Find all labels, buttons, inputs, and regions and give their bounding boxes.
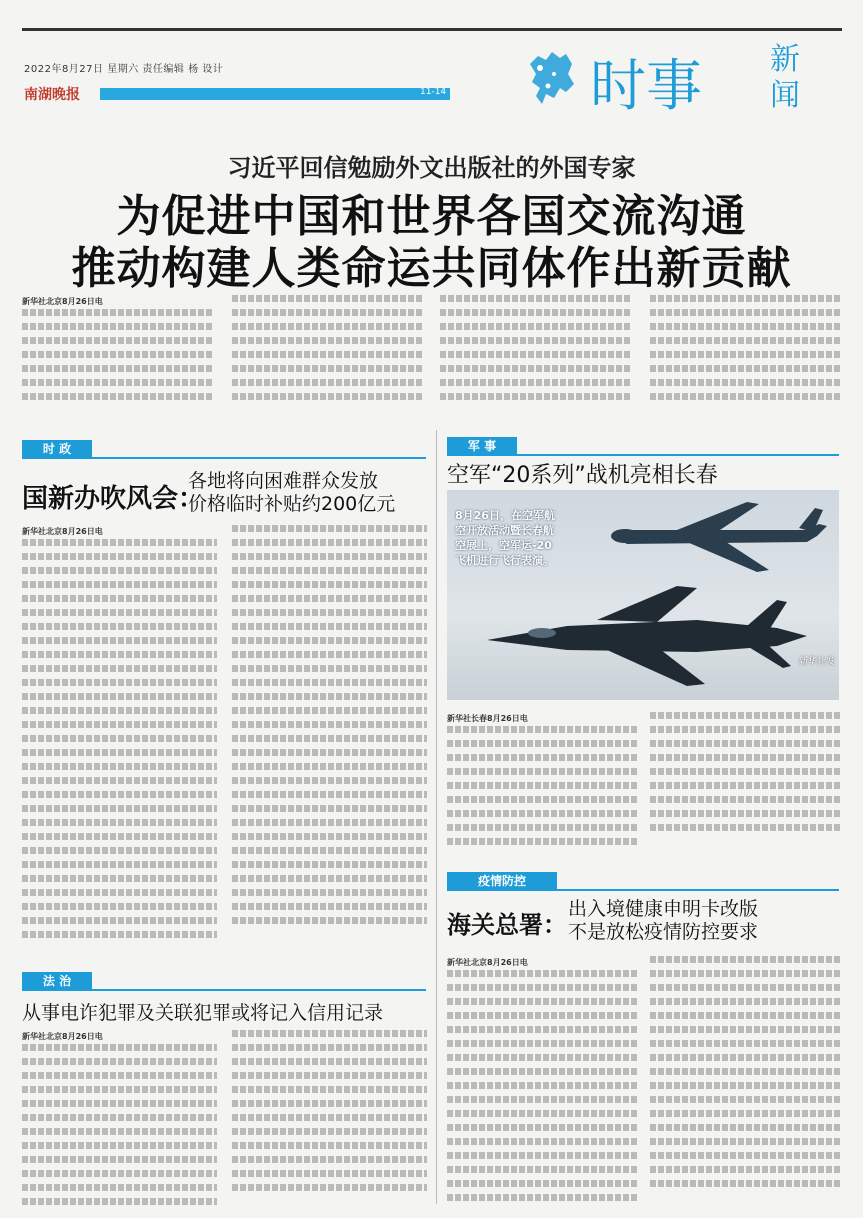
military-col-2 xyxy=(650,712,840,846)
top-rule xyxy=(22,28,842,31)
lead-col-4 xyxy=(650,295,842,403)
date-line: 2022年8月27日 星期六 责任编辑 杨 设计 xyxy=(24,64,224,75)
lead-kicker: 习近平回信勉励外文出版社的外国专家 xyxy=(227,154,636,182)
paper-logo: 南湖晚报 xyxy=(24,87,80,103)
politics-col-1 xyxy=(22,525,217,943)
epidemic-col-2 xyxy=(650,956,840,1204)
law-rule xyxy=(22,989,426,991)
politics-dateline: 新华社北京8月26日电 xyxy=(22,527,103,536)
law-col-2 xyxy=(232,1030,427,1204)
epidemic-col-1 xyxy=(447,956,637,1204)
politics-headline-main: 国新办吹风会： xyxy=(22,484,205,514)
military-tag: 军 事 xyxy=(447,437,517,455)
military-col-1 xyxy=(447,712,637,846)
lead-headline-line1: 为促进中国和世界各国交流沟通 xyxy=(116,191,747,242)
lead-headline-line2: 推动构建人类命运共同体作出新贡献 xyxy=(71,243,792,294)
law-tag: 法 治 xyxy=(22,972,92,990)
photo-credit: 新华社发 xyxy=(798,657,835,667)
section-subtitle: 新闻 xyxy=(770,42,800,113)
law-col-1 xyxy=(22,1030,217,1204)
lead-col-2 xyxy=(232,295,422,403)
china-map-icon xyxy=(520,44,580,114)
politics-col-2 xyxy=(232,525,427,943)
epidemic-headline-sub-2: 不是放松疫情防控要求 xyxy=(568,921,759,943)
law-headline: 从事电诈犯罪及关联犯罪或将记入信用记录 xyxy=(22,1002,384,1024)
politics-tag: 时 政 xyxy=(22,440,92,458)
epidemic-tag: 疫情防控 xyxy=(447,872,557,890)
page-number: 11-14 xyxy=(420,87,447,97)
epidemic-rule xyxy=(447,889,839,891)
epidemic-dateline: 新华社北京8月26日电 xyxy=(447,958,528,967)
military-headline: 空军“20系列”战机亮相长春 xyxy=(447,463,718,488)
section-title: 时事 xyxy=(590,54,702,119)
lead-col-1 xyxy=(22,295,212,403)
politics-rule xyxy=(22,457,426,459)
column-divider xyxy=(436,430,437,1204)
military-dateline: 新华社长春8月26日电 xyxy=(447,714,528,723)
politics-headline-sub-2: 价格临时补贴约200亿元 xyxy=(188,493,396,515)
military-rule xyxy=(447,454,839,456)
law-dateline: 新华社北京8月26日电 xyxy=(22,1032,103,1041)
masthead-bar xyxy=(100,88,450,100)
epidemic-headline-sub-1: 出入境健康申明卡改版 xyxy=(568,898,759,920)
lead-dateline: 新华社北京8月26日电 xyxy=(22,297,103,306)
politics-headline-sub-1: 各地将向困难群众发放 xyxy=(188,470,379,492)
epidemic-headline-main: 海关总署： xyxy=(447,911,567,939)
lead-col-3 xyxy=(440,295,630,403)
photo-caption: 8月26日，在空军航空开放活动暨长春航空展上，空军运-20飞机进行飞行表演。 xyxy=(455,509,555,567)
